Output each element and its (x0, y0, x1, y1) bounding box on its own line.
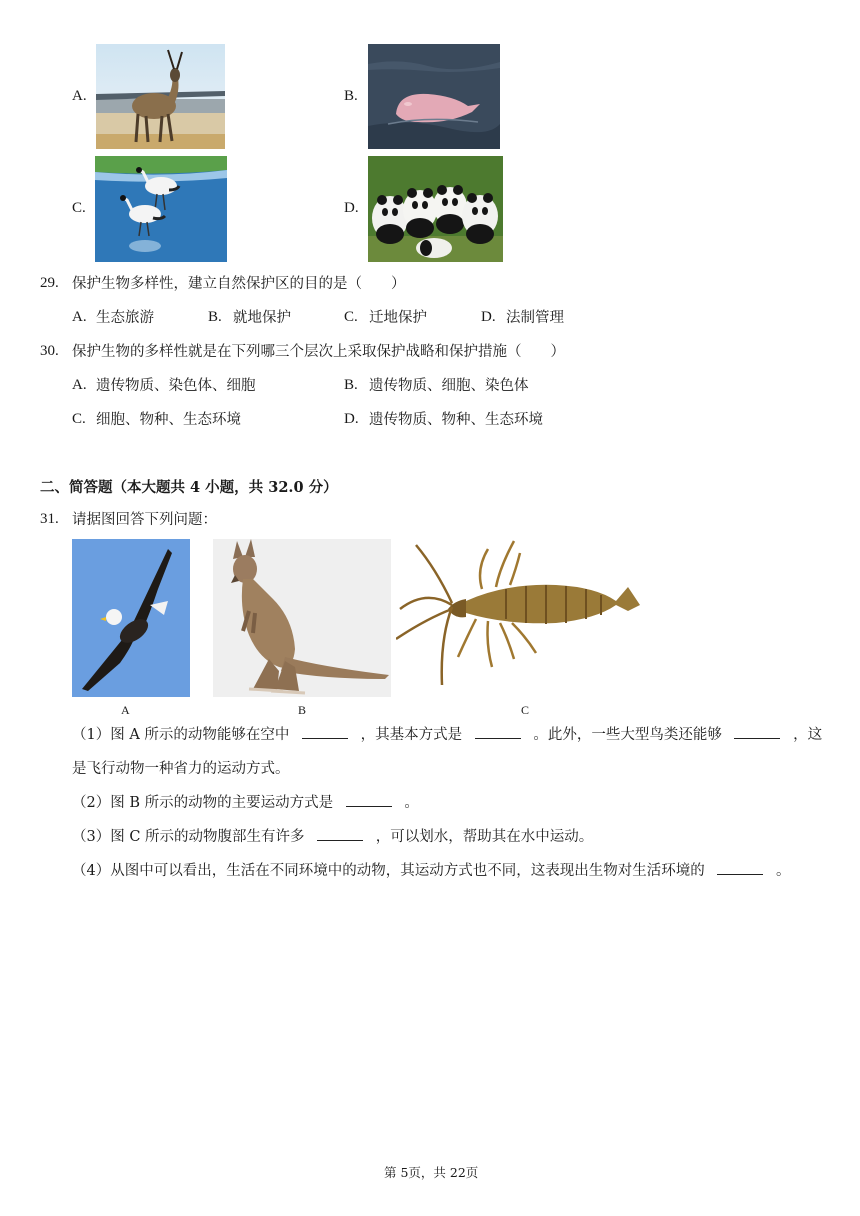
q29-option-b-text: 就地保护 (233, 310, 291, 326)
answer-blank-6[interactable] (717, 860, 763, 875)
q28-option-d-letter: D. (344, 200, 359, 216)
answer-blank-5[interactable] (317, 826, 363, 841)
q28-option-c-letter: C. (72, 200, 86, 216)
q30-stem: 保护生物的多样性就是在下列哪三个层次上采取保护战略和保护措施（ ） (72, 344, 565, 360)
q31-part-3 (72, 826, 593, 847)
figure-c-label: C (521, 703, 530, 717)
q30-option-b-letter: B. (344, 377, 358, 393)
q31-part-3-text-b: ，可以划水，帮助其在水中运动。 (375, 829, 594, 845)
q31-part-1-text-a: （1）图 A 所示的动物能够在空中 (72, 727, 290, 743)
q29-option-c-text: 迁地保护 (369, 310, 427, 326)
figure-a-label: A (121, 703, 130, 717)
q28-option-a-letter: A. (72, 88, 87, 104)
q29-number: 29. (40, 275, 59, 291)
chinese-white-dolphin-image (368, 44, 500, 149)
red-crowned-crane-image (95, 156, 227, 262)
q31-part-3-text-a: （3）图 C 所示的动物腹部生有许多 (72, 829, 305, 845)
q31-stem: 请据图回答下列问题： (72, 512, 217, 528)
q31-part-2 (72, 792, 419, 813)
tibetan-antelope-image (96, 44, 225, 149)
q31-part-4-text-a: （4）从图中可以看出，生活在不同环境中的动物，其运动方式也不同，这表现出生物对生活环境的 (72, 863, 705, 879)
lobster-image (396, 539, 640, 689)
answer-blank-2[interactable] (475, 724, 521, 739)
q29-stem: 保护生物多样性，建立自然保护区的目的是（ ） (72, 276, 406, 292)
figure-b-label: B (298, 703, 307, 717)
q31-number: 31. (40, 511, 59, 527)
q29-option-a-text: 生态旅游 (96, 310, 154, 326)
q30-number: 30. (40, 343, 59, 359)
q31-part-4-text-b: 。 (775, 863, 791, 879)
q30-option-a-letter: A. (72, 377, 87, 393)
q31-part-4 (72, 860, 790, 881)
answer-blank-3[interactable] (734, 724, 780, 739)
kangaroo-image (213, 539, 391, 697)
q29-option-b-letter: B. (208, 309, 222, 325)
answer-blank-1[interactable] (302, 724, 348, 739)
q30-option-d-letter: D. (344, 411, 359, 427)
q31-part-1-text-d: ，这 (793, 727, 823, 743)
q29-option-c-letter: C. (344, 309, 358, 325)
q30-option-d-text: 遗传物质、物种、生态环境 (369, 412, 543, 428)
q31-part-1-text-b: ，其基本方式是 (360, 727, 463, 743)
q28-option-b-letter: B. (344, 88, 358, 104)
q29-option-d-text: 法制管理 (506, 310, 564, 326)
q31-part-2-text-a: （2）图 B 所示的动物的主要运动方式是 (72, 795, 334, 811)
q30-option-c-letter: C. (72, 411, 86, 427)
q31-part-2-text-b: 。 (404, 795, 419, 811)
answer-blank-4[interactable] (346, 792, 392, 807)
q29-option-d-letter: D. (481, 309, 496, 325)
eagle-image (72, 539, 190, 697)
page-number-footer: 第 5页，共 22页 (384, 1165, 479, 1180)
q31-part-1-line-1 (72, 724, 822, 745)
q31-part-1-text-c: 。此外，一些大型鸟类还能够 (533, 727, 722, 743)
q30-option-a-text: 遗传物质、染色体、细胞 (96, 378, 256, 394)
giant-panda-image (368, 156, 503, 262)
q29-option-a-letter: A. (72, 309, 87, 325)
q31-part-1-line-2: 是飞行动物一种省力的运动方式。 (72, 761, 290, 777)
q30-option-b-text: 遗传物质、细胞、染色体 (369, 378, 529, 394)
q30-option-c-text: 细胞、物种、生态环境 (96, 412, 241, 428)
section-2-heading: 二、简答题（本大题共 4 小题，共 32.0 分） (40, 479, 338, 496)
